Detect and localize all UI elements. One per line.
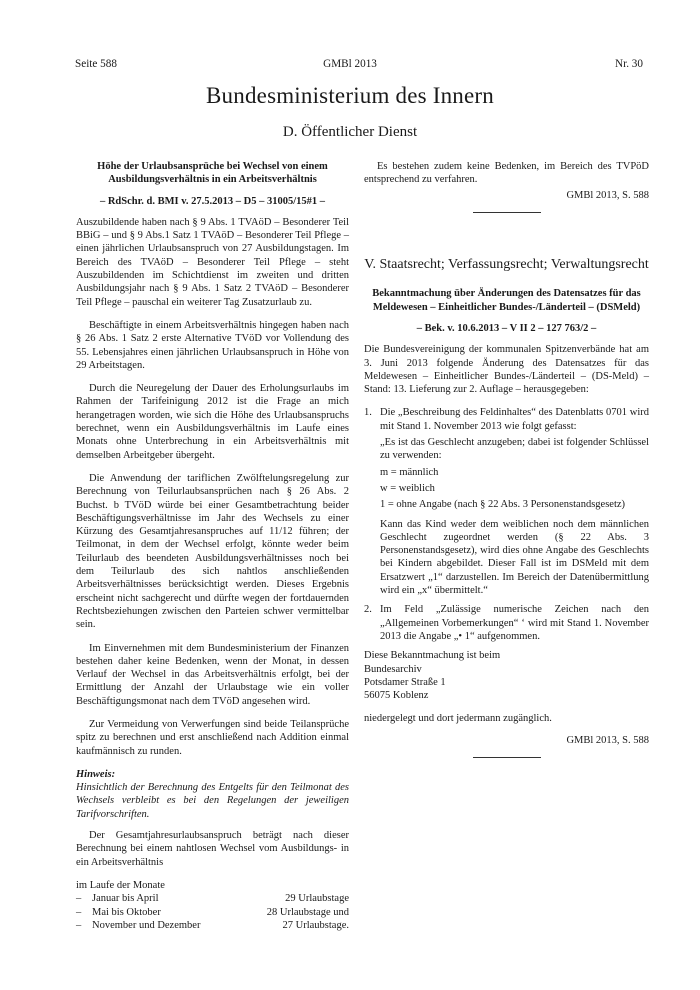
paragraph: Im Einvernehmen mit dem Bundesministerium der Finanzen bestehen daher keine Bedenken, wenn der Monat, in dessen Verlauf der Wechsel in das Arbeitsverhältnis erfolgt, bei der Ermittlung der Anzahl der Urlaubstage wie ein voller Beschäftigungsmonat nach dem TVöD angesehen wird. — [76, 642, 349, 707]
paragraph: Die Bundesvereinigung der kommunalen Spitzenverbände hat am 3. Juni 2013 folgende Änderung des Datensatzes für das Meldewesen – Einheitlicher Bundes-/Länderteil – (DS-Meld) – Stand: 13. Lieferung zur 2. Auflage – herausgegeben: — [364, 344, 649, 396]
paragraph: Es bestehen zudem keine Bedenken, im Bereich des TVPöD entsprechend zu verfahren. — [364, 161, 649, 186]
department-title: D. Öffentlicher Dienst — [282, 124, 418, 140]
article-title: Bekanntmachung über Änderungen des Datensatzes für das Meldewesen – Einheitlicher Bundes-/Länderteil – (DSMeld) — [372, 288, 641, 313]
list-item — [364, 406, 649, 597]
right-column — [364, 160, 649, 758]
article-reference: – Bek. v. 10.6.2013 – V II 2 – 127 763/2 – — [416, 322, 597, 334]
month-range: Januar bis April — [92, 893, 159, 905]
month-range: Mai bis Oktober — [92, 906, 161, 918]
left-column — [76, 160, 349, 932]
list-item — [76, 906, 349, 919]
list-dash: – — [76, 906, 82, 918]
list-item — [364, 603, 649, 643]
key-male: m = männlich — [380, 466, 439, 478]
divider — [473, 757, 541, 758]
divider — [473, 212, 541, 213]
months-intro: im Laufe der Monate — [76, 879, 165, 891]
source-citation: GMBl 2013, S. 588 — [566, 734, 649, 746]
list-dash: – — [76, 893, 82, 905]
address-line: Bundesarchiv — [364, 663, 422, 675]
paragraph: Beschäftigte in einem Arbeitsverhältnis hingegen haben nach § 26 Abs. 1 Satz 2 erste Alternative TVöD vor Vollendung des 55. Lebensjahres einen jährlichen Urlaubsanspruch in Höhe von 29 Arbeitstagen. — [76, 319, 349, 371]
list-item — [76, 892, 349, 905]
address-line: 56075 Koblenz — [364, 690, 429, 702]
deposit-note: niedergelegt und dort jedermann zugänglich. — [364, 713, 552, 725]
key-unspecified: 1 = ohne Angabe (nach § 22 Abs. 3 Personenstandsgesetz) — [380, 499, 626, 511]
article-reference: – RdSchr. d. BMI v. 27.5.2013 – D5 – 31005/15#1 – — [99, 195, 326, 207]
ministry-title: Bundesministerium des Innern — [206, 83, 494, 108]
key-female: w = weiblich — [380, 482, 435, 494]
journal-name: GMBl 2013 — [323, 58, 377, 70]
list-dash: – — [76, 919, 82, 931]
list-item — [76, 919, 349, 932]
item-text: Die „Beschreibung des Feldinhaltes“ des Datenblatts 0701 wird mit Stand 1. November 2013 wie folgt gefasst: — [380, 407, 649, 432]
paragraph: Die Anwendung der tariflichen Zwölftelungsregelung zur Berechnung von Teilurlaubsansprüchen nach § 26 Abs. 2 Buchst. b TVöD würde bei einer Gesamtbetrachtung beider Beschäftigungsverhältnisse im Jahr des Wechsels zu einer Kürzung des Gesamtjahresanspruches auf 11/12 führen; der Teilmonat, in dem der Wechsel erfolgt, könnte weder beim Teilurlaub des beendeten Ausbildungsverhältnisses noch bei dem Teilurlaub des sich nahtlos anschließenden Arbeitsverhältnisses berücksichtigt werden. Dieses Ergebnis erscheint nicht sachgerecht und dürfte wegen der fortdauernden Rechtsbeziehungen zwischen den Parteien schwer vermittelbar sein. — [76, 472, 349, 631]
list-number: 1. — [364, 407, 372, 419]
vacation-days: 29 Urlaubstage — [285, 893, 349, 905]
paragraph: Durch die Neuregelung der Dauer des Erholungsurlaubs im Rahmen der Tarifeinigung 2012 ist die Frage an mich herangetragen worden, wie sich die Höhe des Urlaubsanspruchs berechnet, wenn ein Ausbildungsverhältnis im Laufe eines Monats ohne Unterbrechung in ein Arbeitsverhältnis mit demselben Arbeitgeber übergeht. — [76, 383, 349, 461]
vacation-days: 27 Urlaubstage. — [282, 919, 349, 931]
issue-number: Nr. 30 — [615, 58, 643, 70]
article-title: Höhe der Urlaubsansprüche bei Wechsel von einem Ausbildungsverhältnis in ein Arbeitsverhältnis — [97, 161, 328, 186]
paragraph: Der Gesamtjahresurlaubsanspruch beträgt nach dieser Berechnung bei einem nahtlosen Wechsel vom Ausbildungs- in ein Arbeitsverhältnis — [76, 830, 349, 868]
vacation-days: 28 Urlaubstage und — [266, 906, 349, 918]
month-range: November und Dezember — [92, 919, 201, 931]
deposit-intro: Diese Bekanntmachung ist beim — [364, 650, 501, 662]
item-quote: „Es ist das Geschlecht anzugeben; dabei ist folgender Schlüssel zu verwenden: — [380, 437, 649, 462]
page-number: Seite 588 — [75, 58, 117, 70]
list-number: 2. — [364, 604, 372, 616]
paragraph: Auszubildende haben nach § 9 Abs. 1 TVAöD – Besonderer Teil BBiG – und § 9 Abs.1 Satz 1 TVAöD – Besonderer Teil Pflege – einen jährlichen Urlaubsanspruch von 27 Ausbildungstagen. Im Bereich des TVAöD – Besonderer Teil Pflege – steht Auszubildenden im Schichtdienst im zweiten und dritten Ausbildungsjahr nach § 9 Abs. 1 Satz 2 TVAöD – Besonderer Teil Pflege – pauschal ein weiterer Tag Zusatzurlaub zu. — [76, 216, 349, 308]
paragraph: Zur Vermeidung von Verwerfungen sind beide Teilansprüche spitz zu berechnen und erst anschließend nach Addition einmal kaufmännisch zu runden. — [76, 718, 349, 757]
address-line: Potsdamer Straße 1 — [364, 676, 446, 688]
source-citation: GMBl 2013, S. 588 — [566, 189, 649, 201]
amendment-list — [364, 406, 649, 643]
item-text: Im Feld „Zulässige numerische Zeichen nach den „Allgemeinen Vorbemerkungen“ ‘ wird mit Stand 1. November 2013 die Angabe „• 1“ aufgenommen. — [380, 604, 649, 642]
note-text: Hinsichtlich der Berechnung des Entgelts für den Teilmonat des Wechsels verbleibt es bei den Regelungen der jeweiligen Tarifvorschriften. — [76, 782, 349, 820]
note-heading: Hinweis: — [76, 768, 116, 780]
section-title: V. Staatsrecht; Verfassungsrecht; Verwaltungsrecht — [364, 256, 649, 272]
item-text: Kann das Kind weder dem weiblichen noch dem männlichen Geschlecht zugeordnet werden (§ 22 Abs. 3 Personenstandsgesetz), wird dies ohne Angabe des Geschlechts bei Kindern abgebildet. Dieser Fall ist im DSMeld mit dem Ersatzwert „1“ darzustellen. Im Bereich der Datenübermittlung wird ein „x“ übermittelt.“ — [380, 518, 649, 597]
